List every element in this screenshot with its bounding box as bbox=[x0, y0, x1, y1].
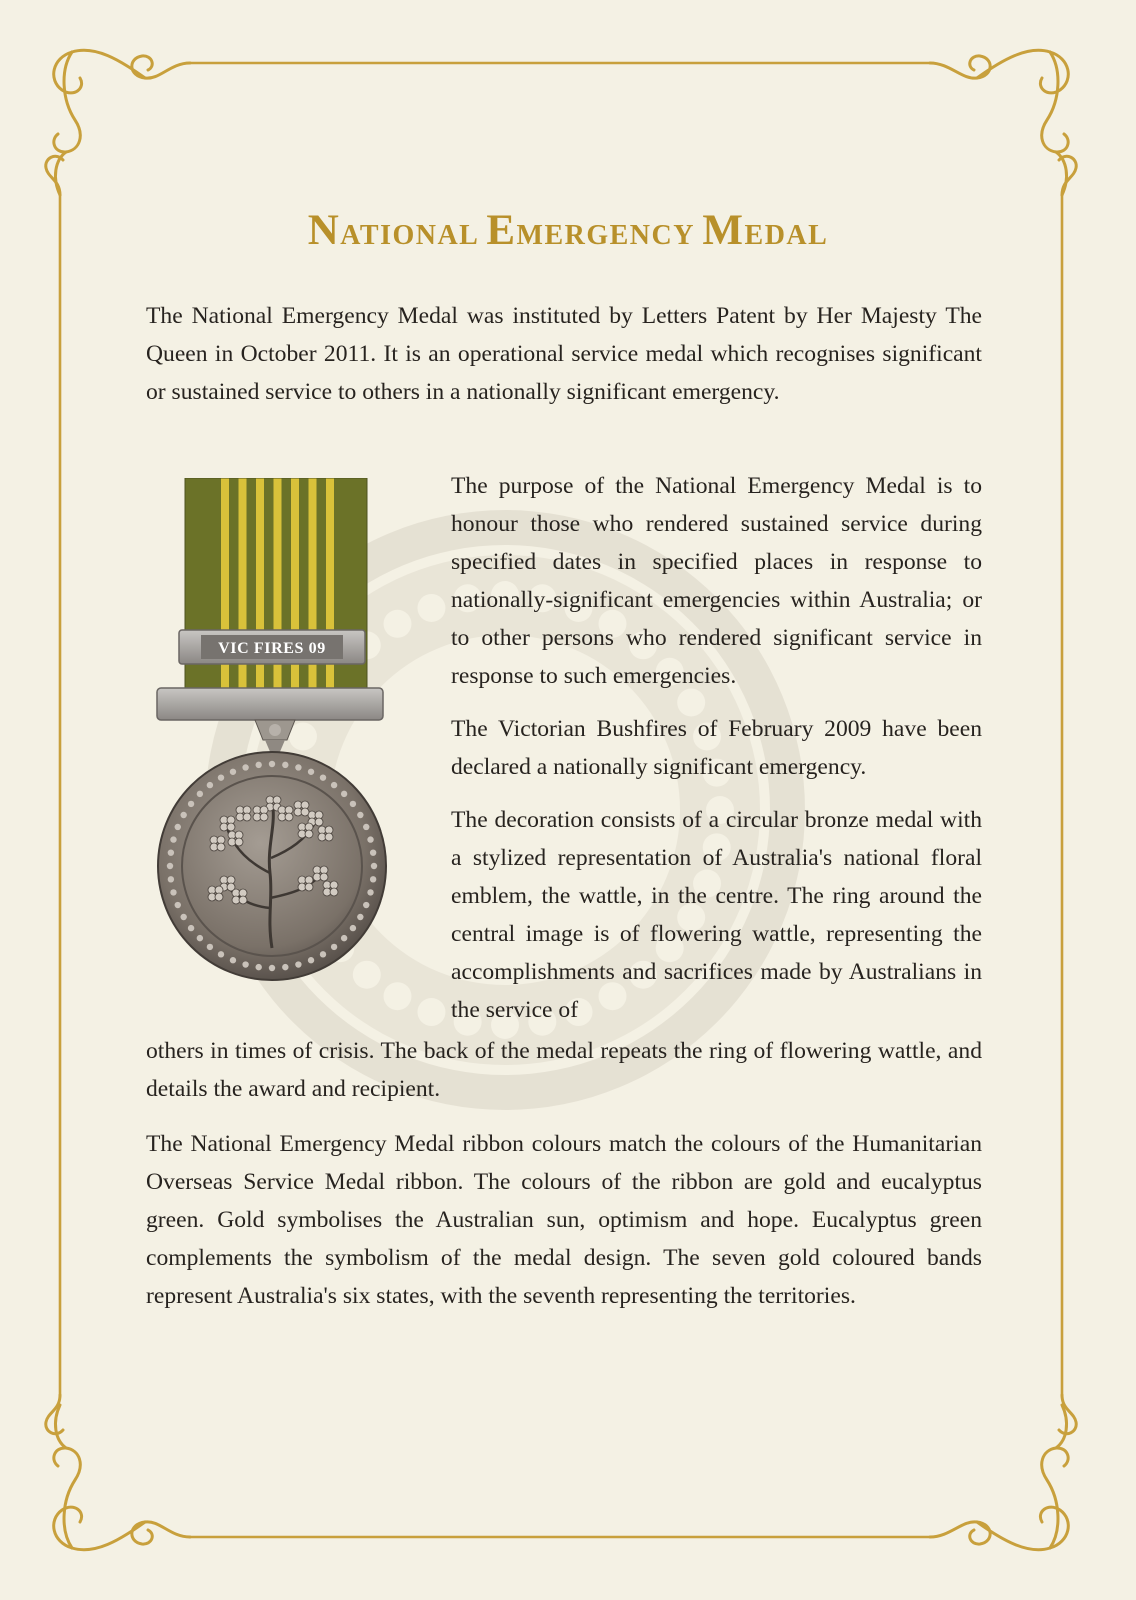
ring-bead bbox=[175, 902, 181, 908]
ring-bead bbox=[282, 762, 288, 768]
ring-bead bbox=[197, 791, 203, 797]
ring-bead bbox=[218, 951, 224, 957]
ring-bead bbox=[242, 764, 248, 770]
watermark-bead bbox=[417, 998, 445, 1026]
ring-bead bbox=[188, 925, 194, 931]
ring-bead bbox=[218, 774, 224, 780]
wattle-blossom bbox=[330, 888, 338, 896]
ring-bead bbox=[188, 801, 194, 807]
corner-flourish-top-right bbox=[930, 50, 1076, 195]
ring-bead bbox=[367, 889, 373, 895]
ring-bead bbox=[331, 782, 337, 788]
wattle-blossom bbox=[301, 808, 309, 816]
wattle-blossom bbox=[239, 896, 247, 904]
wattle-blossom bbox=[315, 818, 323, 826]
ribbon-gold-band bbox=[309, 478, 317, 718]
ribbon-gold-band bbox=[239, 478, 247, 718]
wattle-blossom bbox=[235, 838, 243, 846]
ribbon-gold-band bbox=[291, 478, 299, 718]
ring-bead bbox=[167, 863, 173, 869]
ring-bead bbox=[308, 957, 314, 963]
bushfires-paragraph: The Victorian Bushfires of February 2009 have been declared a nationally significant emergency. bbox=[451, 716, 982, 780]
ribbon-gold-band bbox=[221, 478, 229, 718]
title-word: MEDAL bbox=[702, 207, 829, 254]
ring-bead bbox=[350, 925, 356, 931]
wattle-blossom bbox=[215, 893, 223, 901]
ribbon-gold-band bbox=[256, 478, 264, 718]
ring-bead bbox=[341, 935, 347, 941]
ring-bead bbox=[282, 964, 288, 970]
clasp-bar bbox=[179, 630, 365, 664]
crown-claw bbox=[255, 720, 295, 754]
ring-bead bbox=[230, 957, 236, 963]
corner-flourish-bottom-left bbox=[46, 1395, 190, 1550]
corner-flourish-top-left bbox=[46, 50, 190, 195]
wattle-blossom bbox=[243, 813, 251, 821]
title-word: EMERGENCY bbox=[486, 207, 694, 254]
ring-bead bbox=[370, 849, 376, 855]
wattle-blossom bbox=[227, 823, 235, 831]
decoration-paragraph-continued: others in times of crisis. The back of the medal repeats the ring of flowering wattle, and details the award and recipient. bbox=[146, 1038, 982, 1102]
ring-bead bbox=[269, 761, 275, 767]
ring-bead bbox=[320, 951, 326, 957]
title-word: NATIONAL bbox=[307, 207, 478, 254]
ribbon-gold-band bbox=[326, 478, 334, 718]
ring-bead bbox=[341, 791, 347, 797]
wattle-blossom bbox=[260, 813, 268, 821]
purpose-paragraph: The purpose of the National Emergency Medal is to honour those who rendered sustained service during specified dates in specified places in response to nationally-significant emergencies within Australia; or to other persons who rendered significant service in response to such emergencies. bbox=[451, 473, 982, 689]
wattle-blossom bbox=[325, 833, 333, 841]
ring-bead bbox=[180, 812, 186, 818]
ring-bead bbox=[371, 863, 377, 869]
ring-bead bbox=[230, 769, 236, 775]
ring-bead bbox=[175, 824, 181, 830]
clasp-label: VIC FIRES 09 bbox=[218, 640, 326, 657]
corner-flourish-bottom-right bbox=[930, 1395, 1076, 1550]
ring-bead bbox=[350, 801, 356, 807]
ring-bead bbox=[367, 836, 373, 842]
decoration-paragraph: The decoration consists of a circular bronze medal with a stylized representation of Australia's national floral emblem, the wattle, in the centre. The ring around the central image is of flowering wattle, representing the accomplishments and sacrifices made by Australians in the service of bbox=[451, 807, 982, 1023]
ring-bead bbox=[255, 964, 261, 970]
wattle-blossom bbox=[305, 830, 313, 838]
medal-disc bbox=[158, 752, 386, 980]
ring-bead bbox=[242, 961, 248, 967]
ring-bead bbox=[170, 836, 176, 842]
ring-bead bbox=[357, 812, 363, 818]
wattle-blossom bbox=[305, 883, 313, 891]
ribbon bbox=[185, 478, 367, 718]
watermark-bead bbox=[417, 594, 445, 622]
ring-bead bbox=[370, 876, 376, 882]
ring-bead bbox=[363, 824, 369, 830]
ring-bead bbox=[207, 782, 213, 788]
medal-image bbox=[155, 478, 395, 998]
ring-bead bbox=[320, 774, 326, 780]
ring-bead bbox=[269, 965, 275, 971]
ring-bead bbox=[357, 914, 363, 920]
ring-bead bbox=[255, 762, 261, 768]
wattle-blossom bbox=[217, 843, 225, 851]
ring-bead bbox=[295, 961, 301, 967]
wattle-blossom bbox=[320, 873, 328, 881]
ribbon-gold-band bbox=[274, 478, 282, 718]
ring-bead bbox=[168, 849, 174, 855]
ring-bead bbox=[331, 944, 337, 950]
ring-bead bbox=[207, 944, 213, 950]
ring-bead bbox=[363, 902, 369, 908]
page-title bbox=[0, 206, 1136, 255]
ring-bead bbox=[197, 935, 203, 941]
ring-bead bbox=[308, 769, 314, 775]
ring-bead bbox=[168, 876, 174, 882]
intro-paragraph: The National Emergency Medal was instituted by Letters Patent by Her Majesty The Queen in October 2011. It is an operational service medal which recognises significant or sustained service to others in a nationally significant emergency. bbox=[146, 303, 982, 405]
ring-bead bbox=[180, 914, 186, 920]
ring-bead bbox=[295, 764, 301, 770]
ribbon-paragraph: The National Emergency Medal ribbon colours match the colours of the Humanitarian Overseas Service Medal ribbon. The colours of the ribbon are gold and eucalyptus green. Gold symbolises the Australian sun, optimism and hope. Eucalyptus green complements the symbolism of the medal design. The seven gold coloured bands represent Australia's six states, with the seventh representing the territories. bbox=[146, 1131, 982, 1309]
suspender-bar bbox=[157, 688, 383, 720]
right-column bbox=[451, 467, 982, 1044]
wattle-blossom bbox=[285, 813, 293, 821]
ring-bead bbox=[170, 889, 176, 895]
